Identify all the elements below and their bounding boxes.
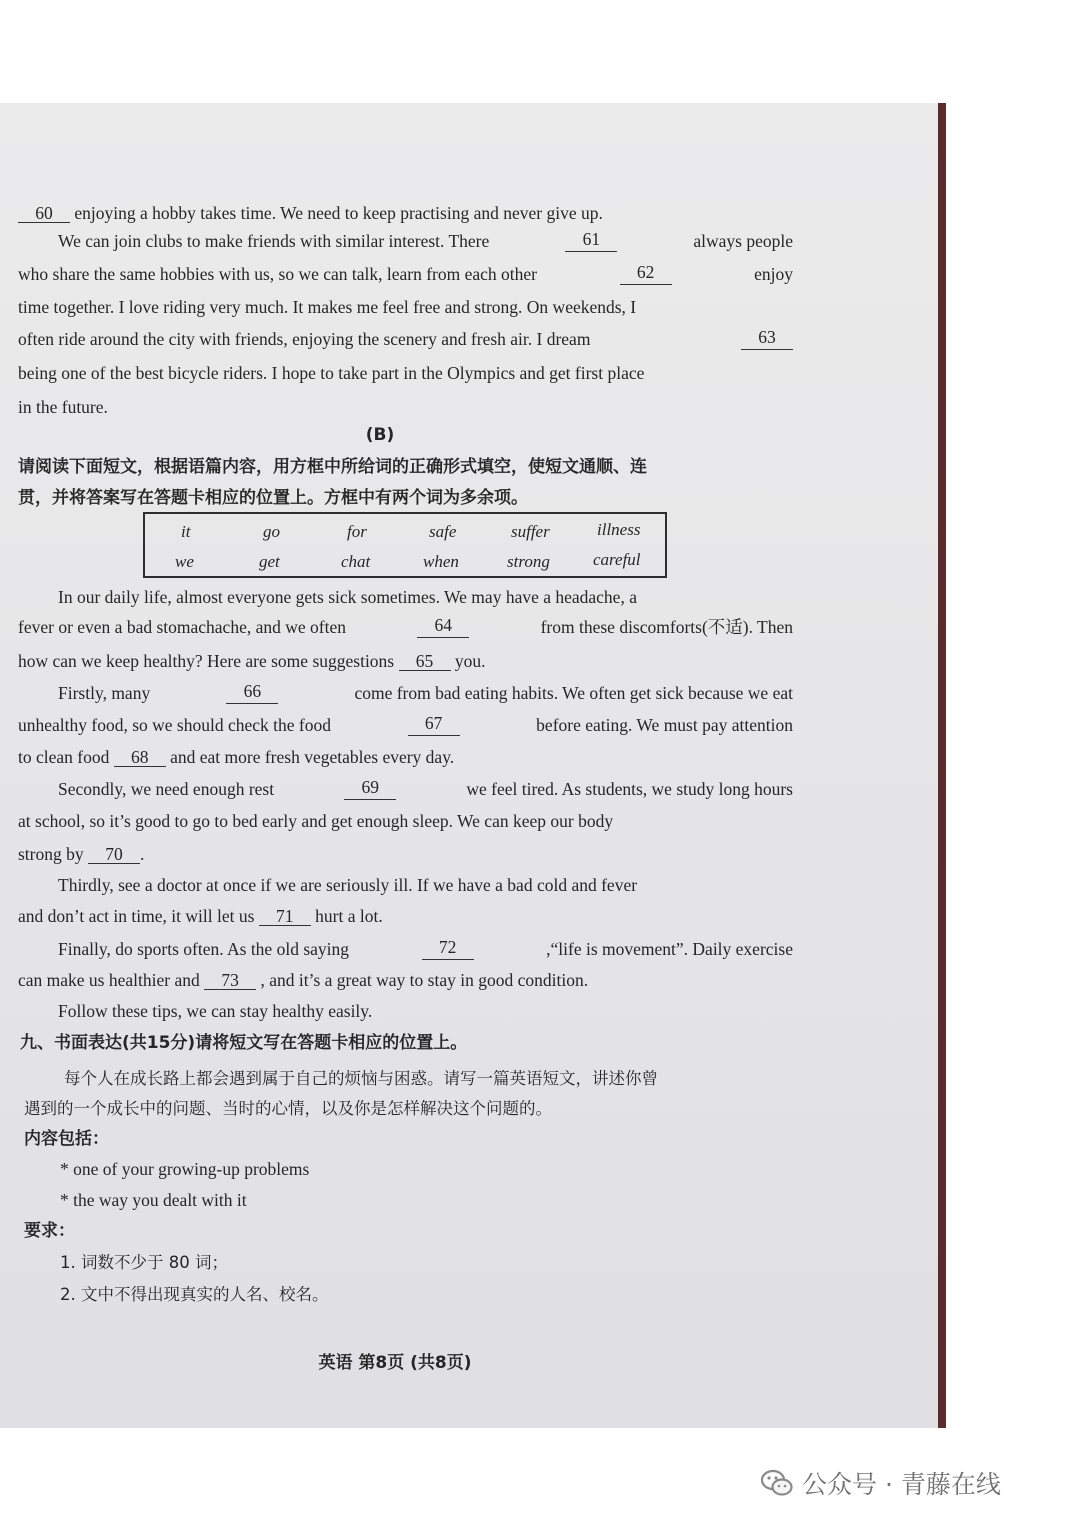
wechat-icon — [760, 1468, 794, 1498]
word-illness: illness — [597, 520, 641, 539]
word-suffer: suffer — [511, 522, 550, 541]
word-box — [143, 512, 667, 578]
passage-a-line-2: We can join clubs to make friends with similar interest. There 61 always people — [58, 229, 793, 251]
content-bullet-1: * one of your growing-up problems — [60, 1159, 310, 1179]
watermark-text: 公众号 · 青藤在线 — [802, 1470, 1001, 1499]
page-footer: 英语 第8页 (共8页) — [318, 1353, 472, 1373]
passage-b-p4-line-1: Thirdly, see a doctor at once if we are seriously ill. If we have a bad cold and fever — [58, 875, 638, 895]
word-chat: chat — [341, 552, 371, 571]
blank-69: 69 — [344, 778, 396, 800]
word-strong: strong — [507, 552, 550, 571]
blank-65: 65 — [399, 652, 451, 671]
passage-b-p5-line-1: Finally, do sports often. As the old saying 72 ,“life is movement”. Daily exercise — [58, 937, 793, 959]
word-go: go — [263, 522, 280, 541]
blank-71: 71 — [259, 907, 311, 926]
blank-64: 64 — [417, 616, 469, 638]
blank-62: 62 — [620, 263, 672, 285]
passage-a-line-1: 60 enjoying a hobby takes time. We need to keep practising and never give up. — [18, 202, 793, 224]
word-get: get — [259, 552, 280, 571]
section-b-heading: (B) — [365, 425, 395, 445]
blank-73: 73 — [204, 971, 256, 990]
writing-heading: 九、书面表达(共15分)请将短文写在答题卡相应的位置上。 — [20, 1033, 468, 1053]
passage-b-p1-line-3: how can we keep healthy? Here are some suggestions 65 you. — [18, 651, 486, 671]
passage-a-line-6: being one of the best bicycle riders. I hope to take part in the Olympics and get first place — [18, 363, 645, 383]
requirements-label: 要求： — [24, 1221, 75, 1241]
requirement-2: 2. 文中不得出现真实的人名、校名。 — [60, 1285, 329, 1304]
requirement-1: 1. 词数不少于 80 词； — [60, 1253, 228, 1272]
writing-prompt-1: 每个人在成长路上都会遇到属于自己的烦恼与困惑。请写一篇英语短文，讲述你曾 — [64, 1069, 658, 1088]
passage-b-p2-line-3: to clean food 68 and eat more fresh vegetables every day. — [18, 747, 455, 767]
passage-b-p1-line-2: fever or even a bad stomachache, and we often 64 from these discomforts(不适). Then — [18, 615, 793, 637]
word-it: it — [181, 522, 191, 541]
section-b-instruction-2: 贯，并将答案写在答题卡相应的位置上。方框中有两个词为多余项。 — [18, 488, 528, 508]
passage-b-p3-line-3: strong by 70 . — [18, 844, 145, 864]
section-b-instruction-1: 请阅读下面短文，根据语篇内容，用方框中所给词的正确形式填空，使短文通顺、连 — [18, 457, 647, 477]
blank-67: 67 — [408, 714, 460, 736]
passage-b-p4-line-2: and don’t act in time, it will let us 71 hurt a lot. — [18, 906, 383, 926]
blank-60: 60 — [18, 204, 70, 223]
word-we: we — [175, 552, 194, 571]
passage-a-line-7: in the future. — [18, 397, 108, 417]
blank-66: 66 — [226, 682, 278, 704]
passage-b-p3-line-2: at school, so it’s good to go to bed early and get enough sleep. We can keep our body — [18, 811, 614, 831]
word-safe: safe — [429, 522, 457, 541]
passage-b-p2-line-2: unhealthy food, so we should check the food 67 before eating. We must pay attention — [18, 713, 793, 735]
watermark — [760, 1465, 1001, 1501]
page-edge — [938, 103, 946, 1428]
blank-68: 68 — [114, 748, 166, 767]
blank-61: 61 — [565, 230, 617, 252]
blank-72: 72 — [422, 938, 474, 960]
passage-a-line-4: time together. I love riding very much. It makes me feel free and strong. On weekends, I — [18, 297, 637, 317]
content-bullet-2: * the way you dealt with it — [60, 1190, 247, 1210]
word-when: when — [423, 552, 459, 571]
word-for: for — [347, 522, 367, 541]
blank-63: 63 — [741, 328, 793, 350]
content-label: 内容包括： — [24, 1129, 109, 1149]
passage-a-line-3: who share the same hobbies with us, so we can talk, learn from each other 62 enjoy — [18, 262, 793, 284]
word-careful: careful — [593, 550, 641, 569]
passage-a-line-5: often ride around the city with friends, enjoying the scenery and fresh air. I dream 63 — [18, 328, 793, 350]
passage-b-p5-line-2: can make us healthier and 73 , and it’s a great way to stay in good condition. — [18, 970, 589, 990]
blank-70: 70 — [88, 845, 140, 864]
passage-b-p6-line-1: Follow these tips, we can stay healthy easily. — [58, 1001, 373, 1021]
passage-b-p1-line-1: In our daily life, almost everyone gets sick sometimes. We may have a headache, a — [58, 587, 637, 607]
passage-b-p3-line-1: Secondly, we need enough rest 69 we feel tired. As students, we study long hours — [58, 777, 793, 799]
passage-b-p2-line-1: Firstly, many 66 come from bad eating habits. We often get sick because we eat — [58, 681, 793, 703]
writing-prompt-2: 遇到的一个成长中的问题、当时的心情，以及你是怎样解决这个问题的。 — [24, 1099, 552, 1118]
